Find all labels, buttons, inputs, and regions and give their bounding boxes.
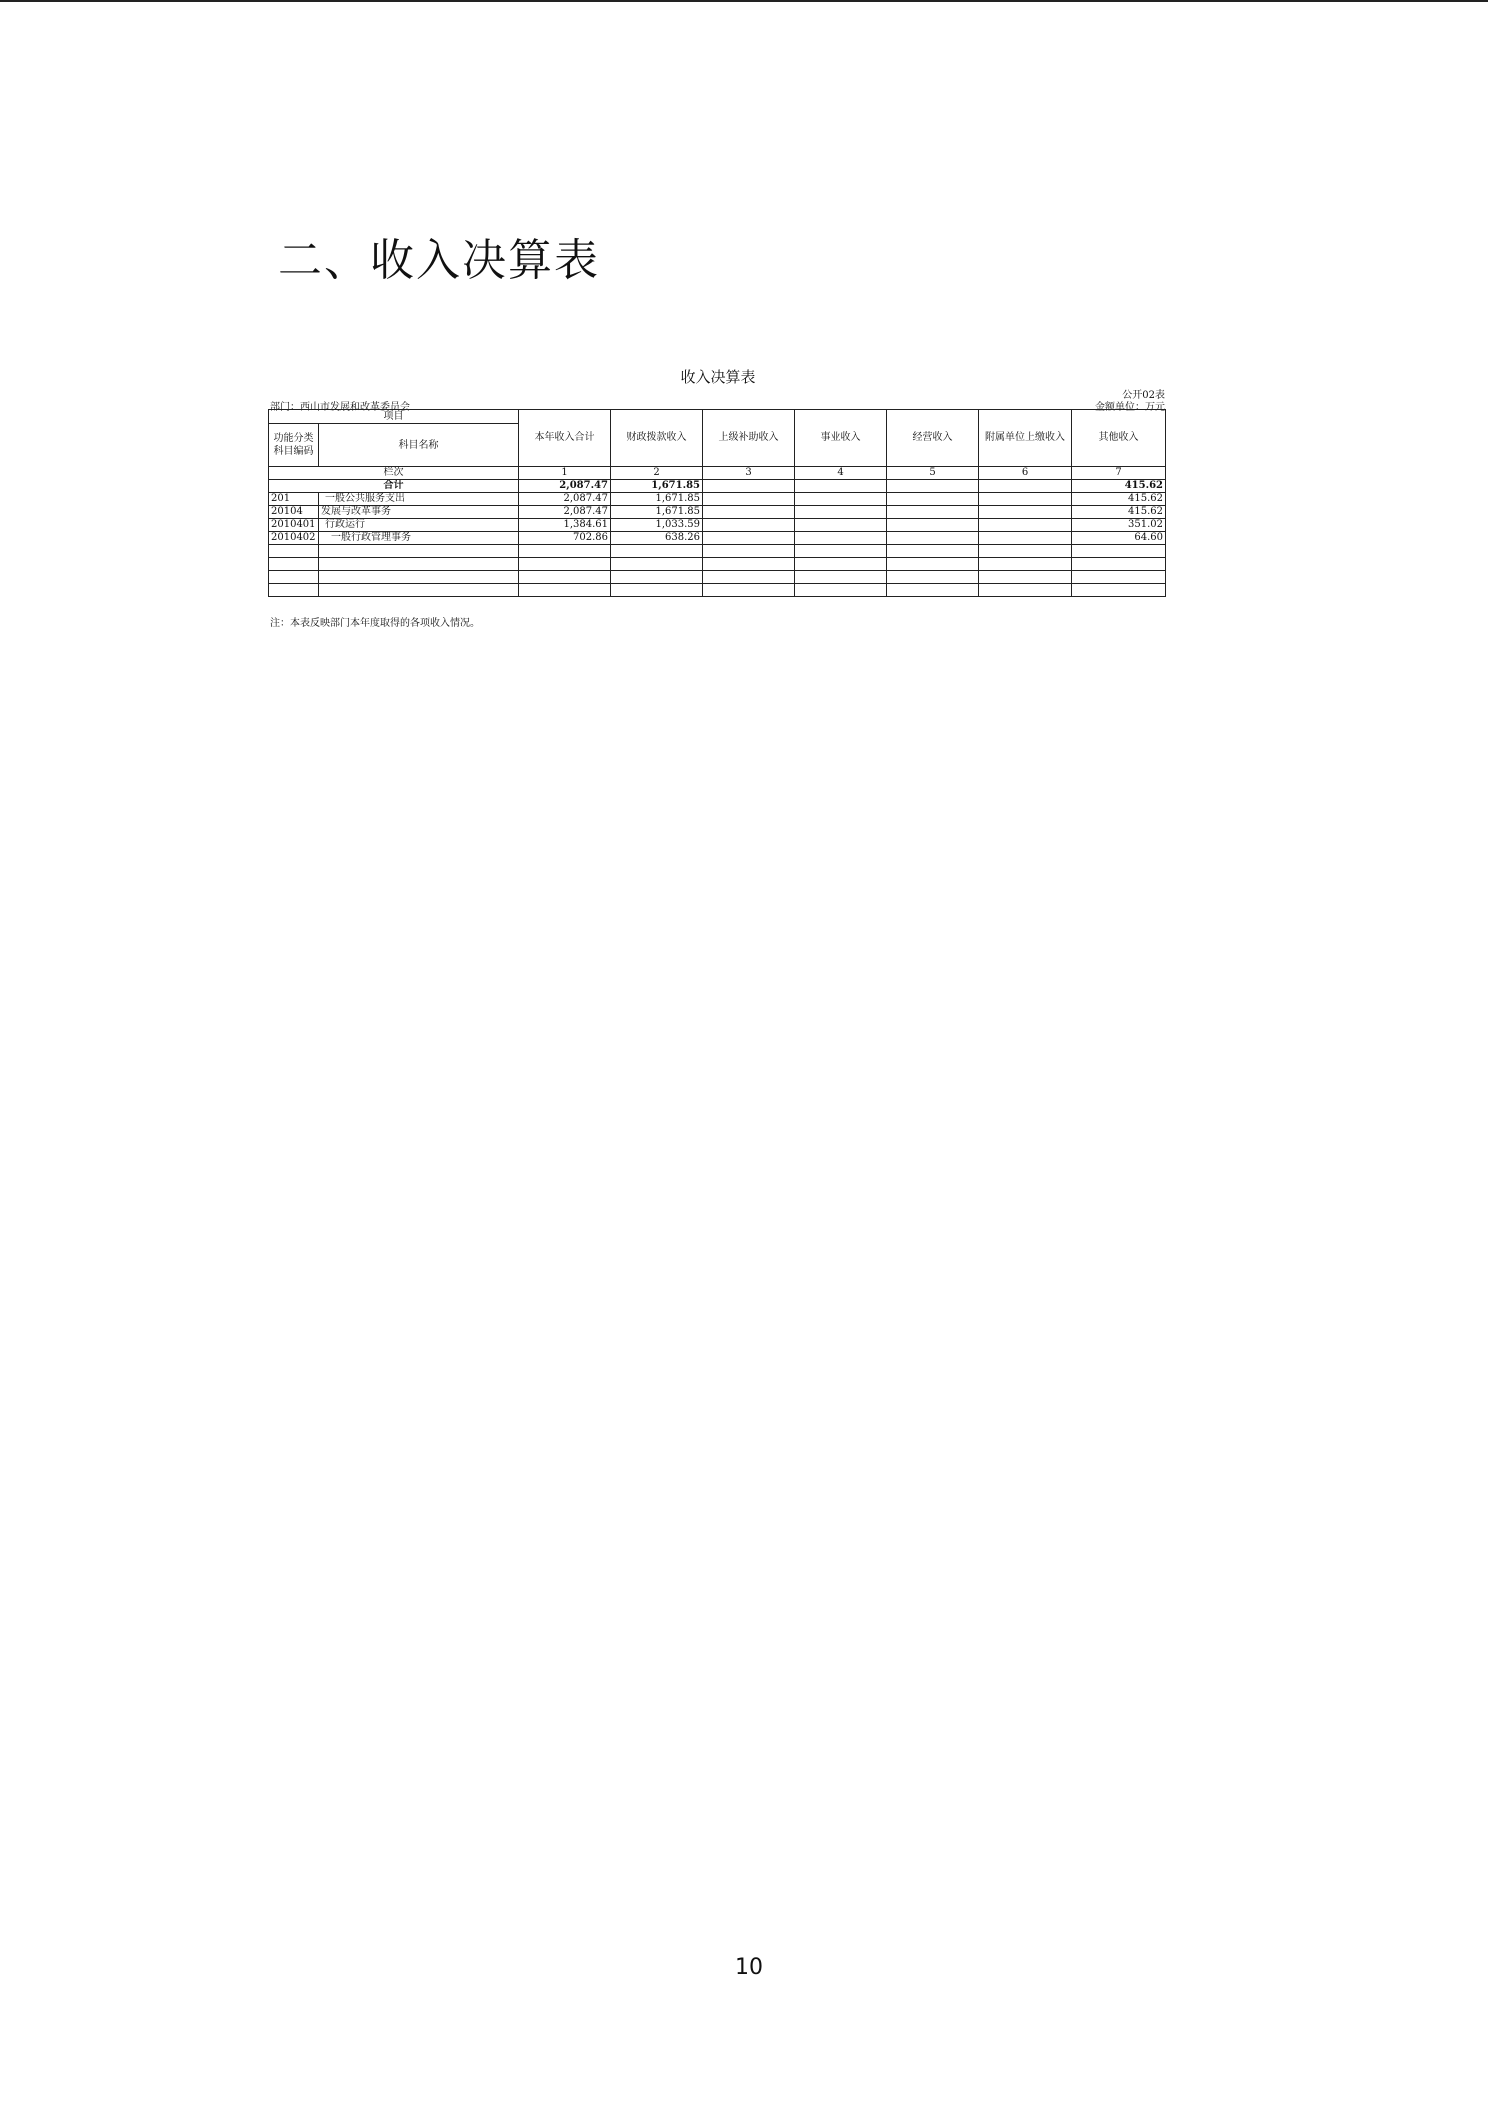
col-header: 其他收入 [1072,410,1166,467]
table-cell [703,519,795,532]
empty-row [269,558,1166,571]
subject-name-cell: 一般公共服务支出 [319,493,519,506]
col-number: 3 [703,467,795,480]
total-label: 合计 [269,480,519,493]
table-cell: 1,671.85 [611,493,703,506]
col-header: 附属单位上缴收入 [979,410,1072,467]
table-cell [795,532,887,545]
income-table [268,409,1166,597]
page-top-border [0,0,1488,2]
table-cell: 1,671.85 [611,506,703,519]
table-cell [795,519,887,532]
col-number: 2 [611,467,703,480]
section-title: 二、收入决算表 [278,235,600,286]
table-cell: 1,384.61 [519,519,611,532]
table-cell [887,506,979,519]
table-cell: 638.26 [611,532,703,545]
table-cell: 1,671.85 [611,480,703,493]
table-cell: 415.62 [1072,480,1166,493]
department-label: 部门：西山市发展和改革委员会 [270,402,410,413]
table-cell: 415.62 [1072,493,1166,506]
project-header: 项目 [269,410,519,424]
empty-row [269,545,1166,558]
func-code-cell: 2010402 [269,532,319,545]
func-code-cell: 201 [269,493,319,506]
subject-name-cell: 行政运行 [319,519,519,532]
table-cell [703,493,795,506]
func-code-cell: 20104 [269,506,319,519]
table-cell [979,532,1072,545]
table-cell [795,493,887,506]
col-header: 事业收入 [795,410,887,467]
table-cell: 2,087.47 [519,493,611,506]
subject-name-header: 科目名称 [319,424,519,467]
empty-row [269,571,1166,584]
table-cell [979,493,1072,506]
func-code-header: 功能分类科目编码 [269,424,319,467]
table-cell [703,506,795,519]
table-cell: 702.86 [519,532,611,545]
col-number: 6 [979,467,1072,480]
table-cell: 2,087.47 [519,480,611,493]
table-row [269,519,1166,532]
form-code: 公开02表 [1122,390,1165,401]
page-number: 10 [735,1955,763,1980]
table-cell [887,493,979,506]
col-number: 1 [519,467,611,480]
table-cell [979,480,1072,493]
table-cell: 351.02 [1072,519,1166,532]
table-cell [887,532,979,545]
empty-row [269,584,1166,597]
table-note: 注：本表反映部门本年度取得的各项收入情况。 [270,618,480,629]
table-cell [795,480,887,493]
col-number: 5 [887,467,979,480]
table-cell [887,480,979,493]
table-title: 收入决算表 [680,368,756,386]
table-cell [887,519,979,532]
header-row [269,410,1166,424]
col-header: 财政拨款收入 [611,410,703,467]
col-header: 本年收入合计 [519,410,611,467]
row-label: 栏次 [269,467,519,480]
col-number: 7 [1072,467,1166,480]
subject-name-cell: 一般行政管理事务 [319,532,519,545]
table-row [269,506,1166,519]
col-header: 经营收入 [887,410,979,467]
table-cell: 1,033.59 [611,519,703,532]
total-row [269,480,1166,493]
func-code-cell: 2010401 [269,519,319,532]
table-cell [795,506,887,519]
unit-label: 金额单位：万元 [1095,402,1165,413]
subject-name-cell: 发展与改革事务 [319,506,519,519]
table-row [269,532,1166,545]
table-cell [979,506,1072,519]
table-cell: 415.62 [1072,506,1166,519]
table-cell [703,480,795,493]
col-number: 4 [795,467,887,480]
table-cell [979,519,1072,532]
table-row [269,493,1166,506]
table-cell: 2,087.47 [519,506,611,519]
col-number-row [269,467,1166,480]
table-cell: 64.60 [1072,532,1166,545]
col-header: 上级补助收入 [703,410,795,467]
table-cell [703,532,795,545]
